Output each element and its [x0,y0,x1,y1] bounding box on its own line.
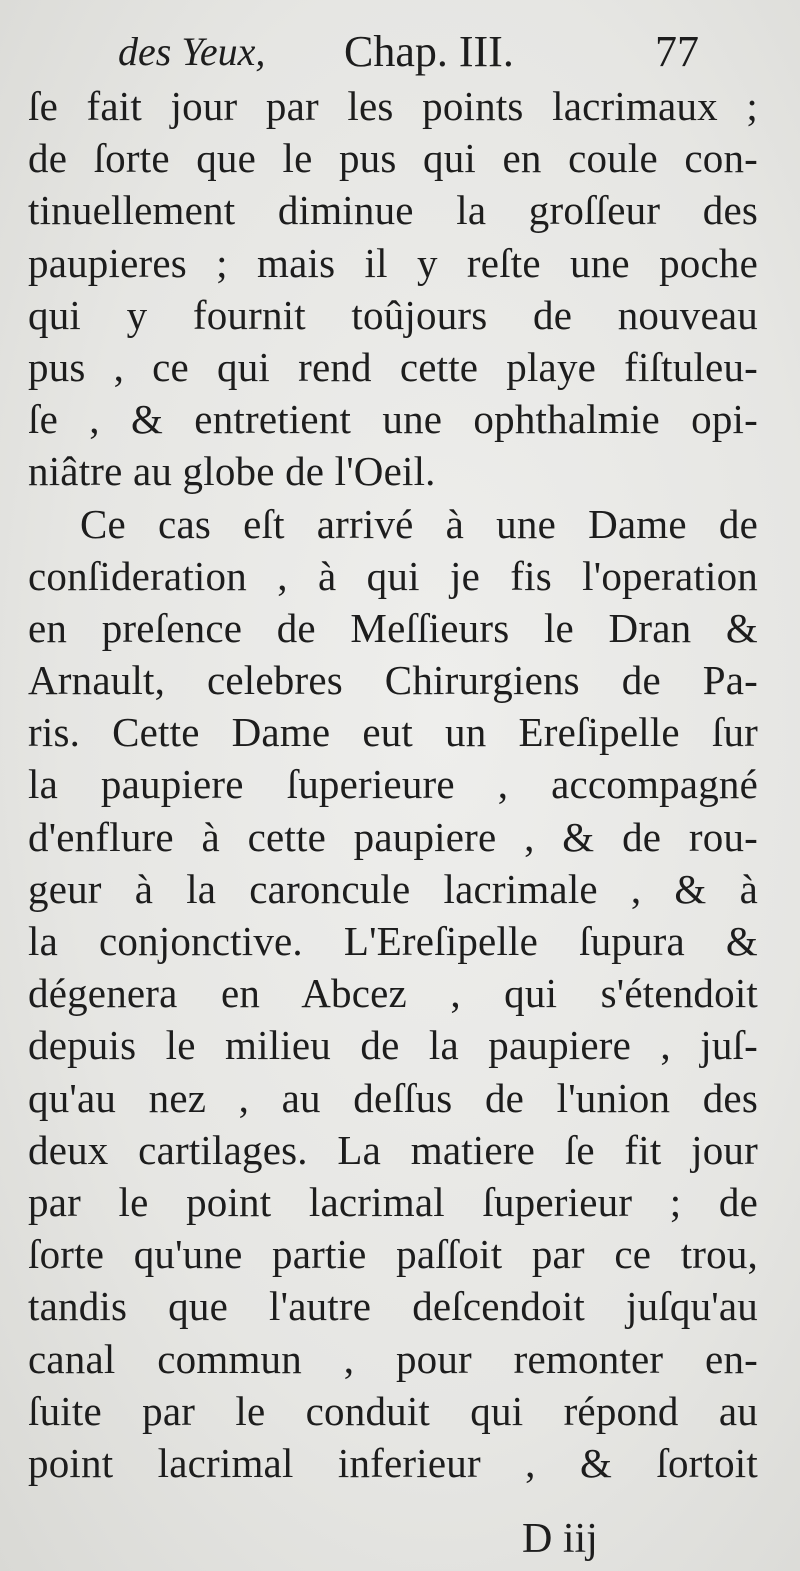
text-line: qui y fournit toûjours de nouveau [28,291,758,338]
text-line: d'enflure à cette paupiere , & de rou- [28,813,758,860]
text-line: en preſence de Meſſieurs le Dran & [28,604,758,651]
text-line: Arnault, celebres Chirurgiens de Pa- [28,657,758,704]
text-line: ris. Cette Dame eut un Ereſipelle ſur [28,709,758,756]
text-line: niâtre au globe de l'Oeil. [28,448,436,495]
page-number: 77 [655,27,699,76]
text-line: tandis que l'autre deſcendoit juſqu'au [28,1283,758,1330]
text-line: la conjonctive. L'Ereſipelle ſupura & [28,918,758,964]
text-line: par le point lacrimal ſuperieur ; de [28,1178,758,1225]
text-line: ſe fait jour par les points lacrimaux ; [28,83,758,129]
text-line: la paupiere ſuperieure , accompagné [28,761,758,808]
text-line: ſorte qu'une partie paſſoit par ce trou, [28,1231,758,1278]
text-line: ſe , & entretient une ophthalmie opi- [28,396,758,443]
text-line: tinuellement diminue la groſſeur des [28,187,758,234]
text-line: canal commun , pour remonter en- [28,1335,758,1382]
text-line: de ſorte que le pus qui en coule con- [28,135,758,182]
text-line: paupieres ; mais il y reſte une poche [28,239,758,286]
body-text [28,80,758,1489]
text-line: point lacrimal inferieur , & ſortoit [28,1439,758,1486]
text-line: dégenera en Abcez , qui s'étendoit [28,970,758,1017]
chapter-heading: Chap. III. [344,27,514,76]
text-line: depuis le milieu de la paupiere , juſ- [28,1022,758,1069]
page-header [0,22,800,82]
text-line: deux cartilages. La matiere ſe fit jour [28,1126,758,1173]
text-line: geur à la caroncule lacrimale , & à [28,865,758,912]
text-line: conſideration , à qui je fis l'operation [28,552,758,599]
text-line: qu'au nez , au deſſus de l'union des [28,1074,758,1121]
signature-mark: D iij [522,1516,598,1562]
text-line: pus , ce qui rend cette playe fiſtuleu- [28,343,758,390]
text-line: Ce cas eſt arrivé à une Dame de [80,500,758,547]
text-line: ſuite par le conduit qui répond au [28,1387,758,1434]
running-title: des Yeux, [118,29,266,74]
